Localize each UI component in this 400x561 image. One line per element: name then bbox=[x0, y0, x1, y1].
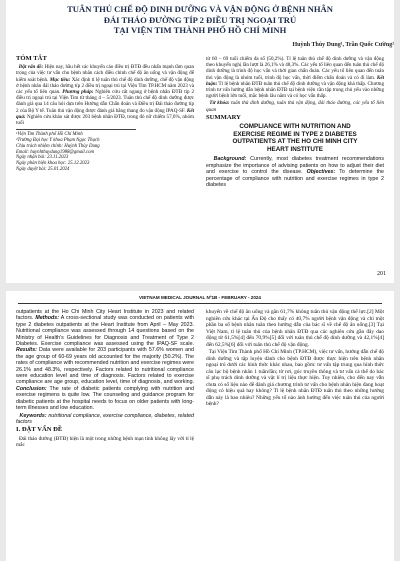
page-202 bbox=[6, 291, 394, 561]
abstract-vi-continued: từ 60 – 69 tuổi chiếm đa số (50,2%). Tỉ lệ tuân thủ chế độ dinh dưỡng và vận động theo khuyến nghị lần lượt là 26,1% và 48,3%. Các yếu tố liên quan đến tuân thủ chế độ dinh dưỡng là trình độ học vấn và thời gian chẩn đoán. Các yếu tố liên quan đến tuân thủ vận động là nhóm tuổi, trình độ học vấn, thời điểm chẩn đoán và có đi làm. Kết luận: Tỉ lệ bệnh nhân ĐTĐ tuân thủ chế độ dinh dưỡng và vận động khá thấp. Chương trình tư vấn hướng dẫn bệnh nhân ĐTĐ tại bệnh viện cần tập trung chủ yếu vào những người bệnh lớn tuổi, mắc bệnh lâu năm và có học vấn thấp. bbox=[206, 56, 384, 100]
section-heading: I. ĐẶT VẤN ĐỀ bbox=[16, 426, 63, 434]
intro-continued: khuyến về chế độ ăn uống và gắn 61,7% không tuân thủ vận động thể lực.[2] Một nghiên cứu khác tại Ấn Độ cho thấy có 40,7% người bệnh vận động và chỉ một phần ba số bệnh nhân tuân theo hướng dẫn của bác sĩ về chế độ ăn uống.[3] Tại Việt Nam, tỉ lệ tuân thủ của bệnh nhân ĐTĐ qua các nghiên cứu gần đây dao động từ 61,5%[4] đến 70,9%[5] đối với tuân thủ chế độ dinh dưỡng và 42,1%[4] đến 62,5%[6] đối với tuân thủ chế độ vận động. bbox=[206, 309, 384, 348]
right-column bbox=[206, 56, 384, 189]
header-rule bbox=[18, 303, 382, 304]
abstract-en-start: Background: Currently, most diabetes treatment recommendations emphasize the importance of advising patients on how to adjust their diet and exercise to control the disease. Objectives: To determine the percentage of compliance with nutrition and exercise regimes in type 2 diabetes bbox=[206, 156, 384, 189]
intro-paragraph-2: Tại Viện Tim Thành phố Hồ Chí Minh (TP.HCM), việc tư vấn, hướng dẫn chế độ dinh dưỡng và tập luyện dành cho bệnh ĐTĐ được thực hiện trên bệnh nhân ngoại trú dưới các hình thức khác nhau, bao gồm: tư vấn tập trung qua hình thức câu lạc bộ bệnh nhân 1 tuần/lần; tờ rơi, góc truyền thông và tư vấn cá thể do bác sĩ phụ trách dinh dưỡng và vật lí trị liệu thực hiện. Tuy nhiên, cho đến nay vẫn chưa có số liệu nào để đánh giá chương trình tư vấn cho bệnh nhân hiện đang hoạt động có hiệu quả hay không? Tỉ lệ bệnh nhân ĐTĐ tuân thủ theo những hướng dẫn này là bao nhiêu? Những yếu tố nào ảnh hưởng đến việc tuân thủ của người bệnh? bbox=[206, 349, 384, 407]
page-201 bbox=[6, 0, 394, 283]
keywords-en: Keywords: nutritional compliance, exercise compliance, diabetes, related factors bbox=[16, 412, 194, 425]
left-column bbox=[16, 56, 194, 173]
article-title-en: COMPLIANCE WITH NUTRITION AND EXERCISE REGIME IN TYPE 2 DIABETES OUTPATIENTS AT THE HO CHI MINH CITY HEART INSTITUTE bbox=[232, 123, 358, 153]
running-header: VIETNAM MEDICAL JOURNAL Nº1B - FEBRUARY - 2024 bbox=[139, 295, 261, 300]
abstract-vi-background: Đặt vấn đề: Hiện nay, hầu hết các khuyến cáo điều trị ĐTĐ đều nhấn mạnh tầm quan trọng của việc tư vấn cho bệnh nhân cách điều chỉnh chế độ ăn uống và vận động để kiểm soát bệnh. Mục tiêu: Xác định tỉ lệ tuân thủ chế độ dinh dưỡng, chế độ vận động ở bệnh nhân đái tháo đường típ 2 điều trị ngoại trú tại Viện Tim TP.HCM năm 2023 và các yếu tố liên quan. Phương pháp: Nghiên cứu cắt ngang ở bệnh nhân ĐTĐ típ 2 điều trị ngoại trú tại Viện Tim từ tháng 4 – 5/2023. Tuân thủ chế độ dinh dưỡng được đánh giá qua 14 câu hỏi dựa trên Hướng dẫn Chẩn đoán và Điều trị Đái tháo đường típ 2 của Bộ Y tế. Tuân thủ vận động được đánh giá bằng thang đo vận động IPAQ-SF. Kết quả: Nghiên cứu khảo sát được 203 bệnh nhân ĐTĐ, trong đó nữ chiếm 57,6%, nhóm tuổi bbox=[16, 64, 195, 127]
summary-heading: SUMMARY bbox=[206, 113, 241, 121]
keywords-vi: Từ khóa: tuân thủ dinh dưỡng, tuân thủ vận động, đái tháo đường, các yếu tố liên quan bbox=[206, 100, 385, 113]
tomtat-heading: TÓM TẮT bbox=[16, 55, 47, 62]
footnote-rule bbox=[16, 129, 136, 130]
abstract-en-continued: outpatients at the Ho Chi Minh City Heart Institute in 2023 and related factors. Methods: A cross-sectional study was conducted on patients with type 2 diabetes outpatients at the Heart Institute from April – May 2023. Nutritional compliance was assessed through 14 questions based on the Ministry of Health's Guidelines for Diagnosis and Treatment of Type 2 Diabetes. Exercise compliance was assessed using the IPAQ-SF scale. Results: Data were available for 203 participants with 57.6% women and the age group of 60-69 years old accounted for the majority (50.2%). The rates of compliance with recommended nutrition and exercise regimes were 26.1% and 48.3%, respectively. Factors related to nutritional compliance were education level and time of diagnosis. Factors related to exercise compliance are age group, education level, time of diagnosis, and working. Conclusion: The rate of diabetic patients complying with nutrition and exercise regimens is quite low. The counseling and guidance program for diabetic patients at the hospital needs to focus on older patients with long-term illnesses and low education. bbox=[16, 309, 194, 412]
p2-right-column bbox=[206, 309, 384, 409]
intro-paragraph: Đái tháo đường (ĐTĐ) hiện là một trong những bệnh mạn tính không lây với tỉ lệ mắc bbox=[16, 435, 195, 449]
authors: Huỳnh Thùy Dung¹, Trần Quốc Cường² bbox=[292, 42, 394, 48]
article-title-vi: TUÂN THỦ CHẾ ĐỘ DINH DƯỠNG VÀ VẬN ĐỘNG Ở BỆNH NHÂN ĐÁI THÁO ĐƯỜNG TÍP 2 ĐIỀU TRỊ NGOẠI TRÚ TẠI VIỆN TIM THÀNH PHỐ HỒ CHÍ MINH bbox=[67, 4, 333, 35]
page-number: 201 bbox=[377, 271, 386, 277]
footnotes: ¹Viện Tim Thành phố Hồ Chí Minh ²Trường Đại học Y khoa Phạm Ngọc Thạch Chịu trách nhiệm chính: Huỳnh Thùy Dung Email: huynhthuydung1988@gmail.com Ngày nhận bài: 23.11.2023 Ngày phản biện khoa học: 25.12.2023 Ngày duyệt bài: 25.01.2024 bbox=[16, 132, 100, 173]
p2-left-column bbox=[16, 309, 194, 450]
